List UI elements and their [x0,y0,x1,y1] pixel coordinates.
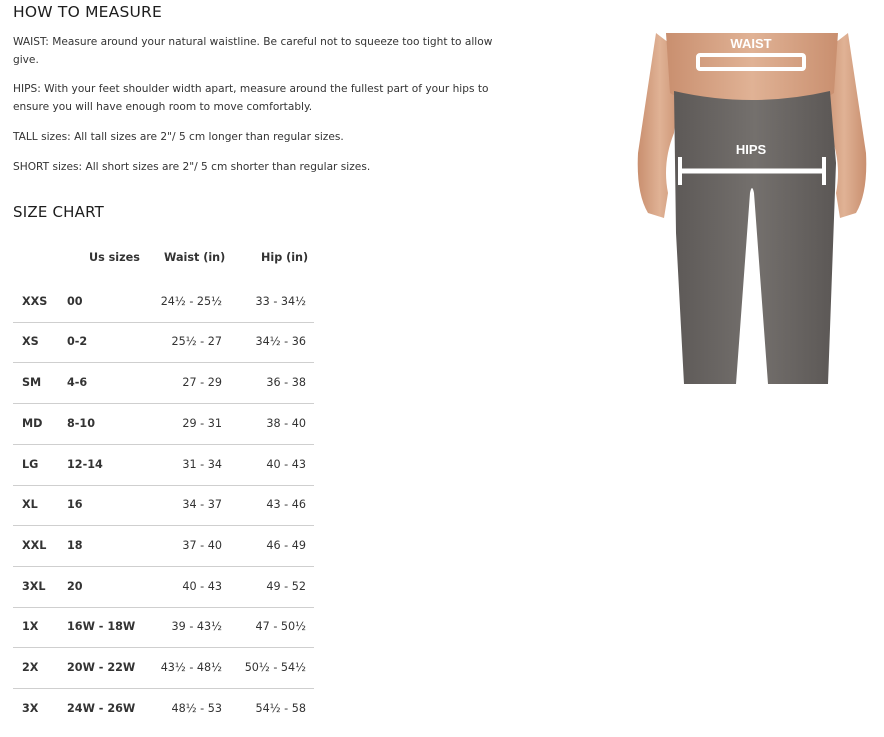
table-row [13,445,314,486]
hip-cell: 43 - 46 [266,498,306,511]
size-chart-title: SIZE CHART [13,203,104,221]
hip-cell: 38 - 40 [266,417,306,430]
hips-label: HIPS [735,142,767,157]
us-size-cell: 4-6 [67,376,88,389]
waist-instructions: WAIST: Measure around your natural waistline. Be careful not to squeeze too tight to allow give. [13,36,493,66]
hip-cell: 34½ - 36 [255,335,306,348]
hip-cell: 54½ - 58 [255,702,306,715]
hips-instructions: HIPS: With your feet shoulder width apart, measure around the fullest part of your hips to ensure you will have enough room to move comfortably. [13,83,489,113]
size-cell: XXL [22,539,47,552]
short-sizes-note: SHORT sizes: All short sizes are 2"/ 5 cm shorter than regular sizes. [13,161,371,173]
table-row [13,363,314,404]
table-row [13,404,314,445]
size-cell: LG [22,458,39,471]
header-us-sizes: Us sizes [89,251,140,264]
hip-cell: 49 - 52 [266,580,306,593]
us-size-cell: 20 [67,580,83,593]
header-waist: Waist (in) [164,251,226,264]
us-size-cell: 0-2 [67,335,88,348]
us-size-cell: 18 [67,539,83,552]
waist-cell: 37 - 40 [182,539,222,552]
waist-cell: 40 - 43 [182,580,222,593]
size-cell: XS [22,335,39,348]
waist-cell: 31 - 34 [182,458,222,471]
waist-cell: 48½ - 53 [171,702,222,715]
hip-cell: 33 - 34½ [255,295,306,308]
table-row [13,648,314,689]
header-hip: Hip (in) [261,251,309,264]
size-cell: 3XL [22,580,46,593]
table-row [13,282,314,323]
us-size-cell: 16W - 18W [67,620,136,633]
waist-cell: 43½ - 48½ [160,661,222,674]
size-cell: 1X [22,620,39,633]
waist-cell: 25½ - 27 [171,335,222,348]
table-row [13,689,314,729]
waist-cell: 27 - 29 [182,376,222,389]
hip-cell: 36 - 38 [266,376,306,389]
waist-cell: 39 - 43½ [171,620,222,633]
size-cell: XXS [22,295,48,308]
us-size-cell: 20W - 22W [67,661,136,674]
size-cell: SM [22,376,42,389]
table-row [13,322,314,363]
waist-cell: 34 - 37 [182,498,222,511]
tall-sizes-note: TALL sizes: All tall sizes are 2"/ 5 cm longer than regular sizes. [13,131,344,143]
table-row [13,526,314,567]
us-size-cell: 24W - 26W [67,702,136,715]
us-size-cell: 00 [67,295,83,308]
waist-cell: 24½ - 25½ [160,295,222,308]
hip-cell: 50½ - 54½ [244,661,306,674]
how-to-measure-title: HOW TO MEASURE [13,3,163,21]
size-cell: XL [22,498,38,511]
us-size-cell: 8-10 [67,417,95,430]
size-cell: MD [22,417,43,430]
size-cell: 2X [22,661,39,674]
hip-cell: 40 - 43 [266,458,306,471]
waist-cell: 29 - 31 [182,417,222,430]
us-size-cell: 12-14 [67,458,103,471]
waist-label: WAIST [730,36,772,51]
table-row [13,607,314,648]
table-row [13,567,314,608]
measurement-figure [636,33,868,384]
hip-cell: 46 - 49 [266,539,306,552]
hip-cell: 47 - 50½ [255,620,306,633]
us-size-cell: 16 [67,498,83,511]
table-row [13,485,314,526]
size-cell: 3X [22,702,39,715]
